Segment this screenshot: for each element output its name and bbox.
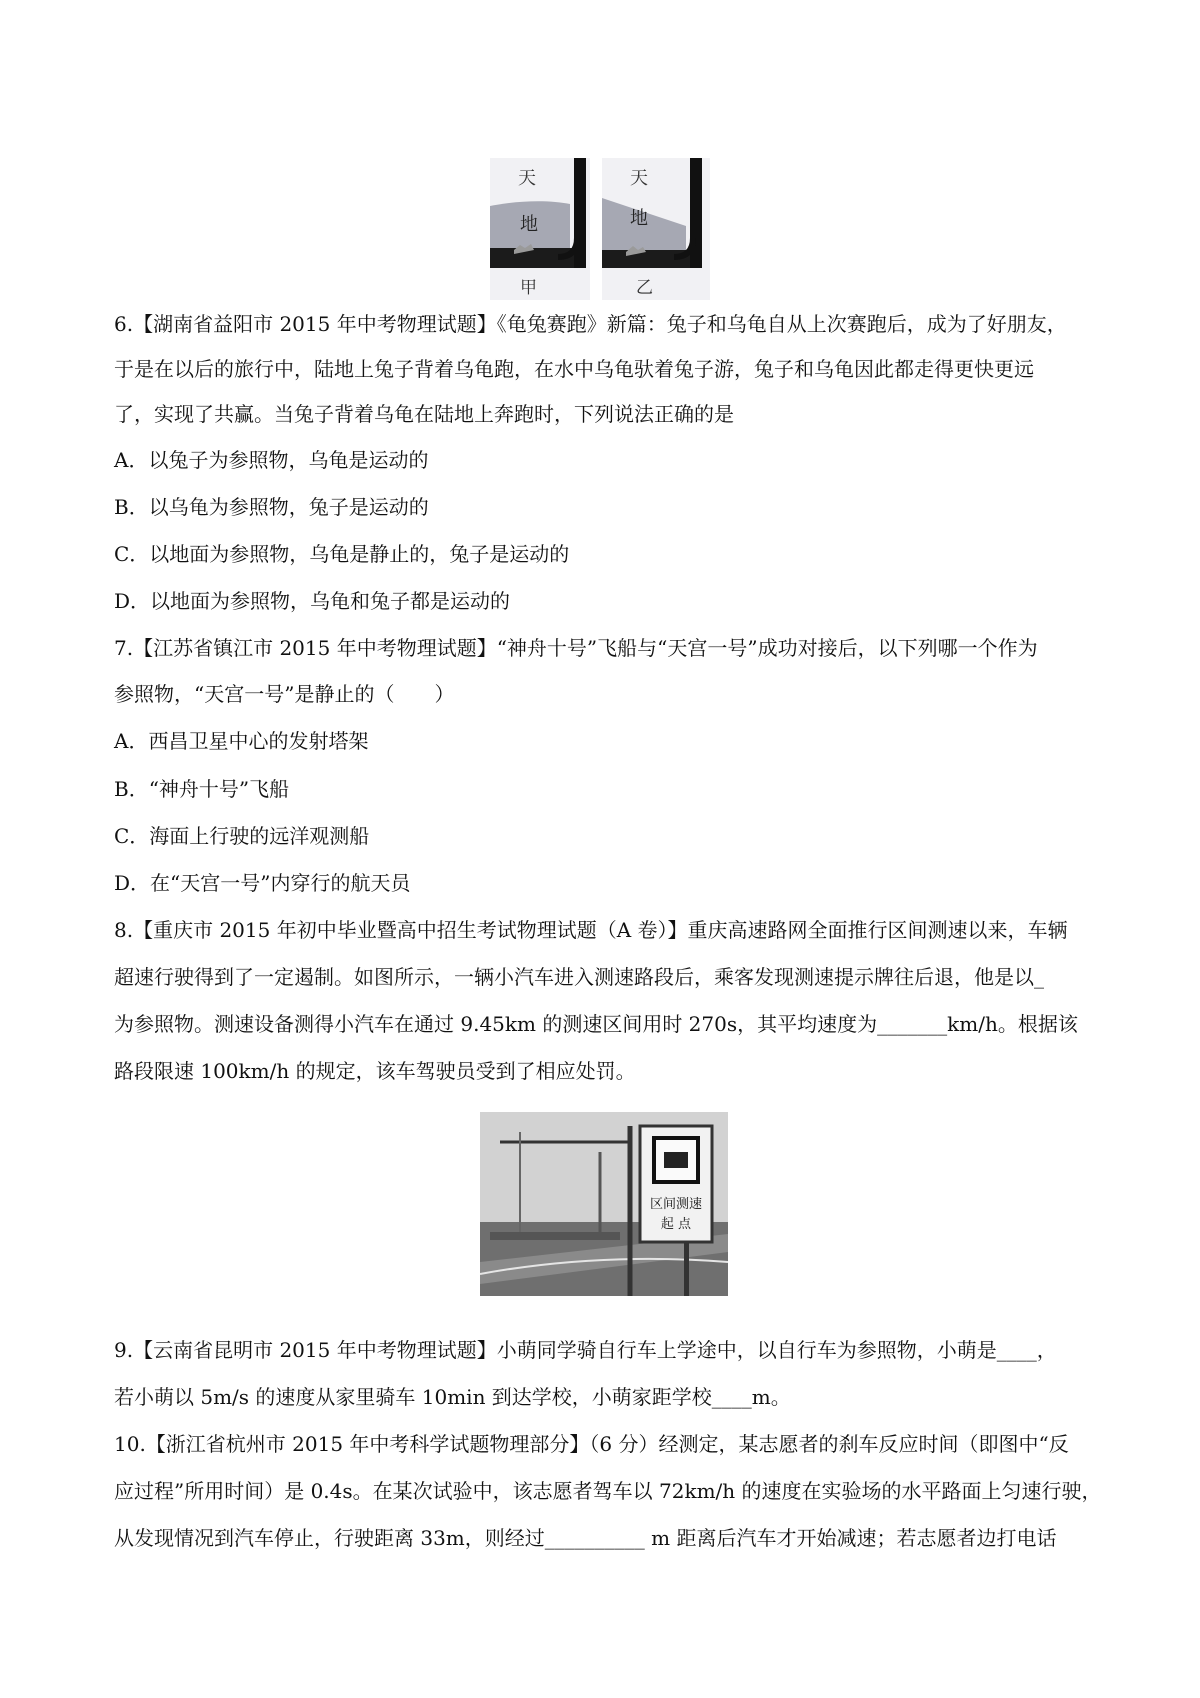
q10-stem-line-1: 10.【浙江省杭州市 2015 年中考科学试题物理部分】（6 分）经测定，某志愿者的刹车反应时间（即图中“反 <box>114 1432 1069 1456</box>
q9-stem-line-1: 9.【云南省昆明市 2015 年中考物理试题】小萌同学骑自行车上学途中，以自行车为参照物，小萌是____， <box>114 1338 1057 1362</box>
sign-text-line-2: 起 点 <box>660 1217 692 1232</box>
q10-stem-line-3: 从发现情况到汽车停止，行驶距离 33m，则经过__________ m 距离后汽车才开始减速；若志愿者边打电话 <box>114 1526 1057 1550</box>
q6-option-c: C．以地面为参照物，乌龟是静止的，兔子是运动的 <box>114 542 570 566</box>
panel-jia-caption: 甲 <box>520 278 537 298</box>
q10-stem-line-2: 应过程”所用时间）是 0.4s。在某次试验中，该志愿者驾车以 72km/h 的速度在实验场的水平路面上匀速行驶， <box>114 1479 1102 1503</box>
q8-stem-line-4: 路段限速 100km/h 的规定，该车驾驶员受到了相应处罚。 <box>114 1059 636 1083</box>
q6-stem-line-2: 于是在以后的旅行中，陆地上兔子背着乌龟跑，在水中乌龟驮着兔子游，兔子和乌龟因此都走得更快更远 <box>114 357 1034 381</box>
q6-stem-line-1: 6.【湖南省益阳市 2015 年中考物理试题】《龟兔赛跑》新篇：兔子和乌龟自从上次赛跑后，成为了好朋友， <box>114 312 1067 336</box>
q6-option-a: A．以兔子为参照物，乌龟是运动的 <box>114 448 429 472</box>
q7-stem-line-2: 参照物，“天宫一号”是静止的（ ） <box>114 682 455 706</box>
q6-option-d: D．以地面为参照物，乌龟和兔子都是运动的 <box>114 589 511 613</box>
panel-yi-caption: 乙 <box>636 278 653 298</box>
q8-stem-line-1: 8.【重庆市 2015 年初中毕业暨高中招生考试物理试题（A 卷）】重庆高速路网全面推行区间测速以来，车辆 <box>114 918 1068 942</box>
q8-stem-line-3: 为参照物。测速设备测得小汽车在通过 9.45km 的测速区间用时 270s，其平均速度为_______km/h。根据该 <box>114 1012 1078 1036</box>
q7-option-b: B．“神舟十号”飞船 <box>114 777 290 801</box>
panel-yi-sky-label: 天 <box>630 168 648 189</box>
q7-option-a: A．西昌卫星中心的发射塔架 <box>114 729 369 753</box>
q7-stem-line-1: 7.【江苏省镇江市 2015 年中考物理试题】“神舟十号”飞船与“天宫一号”成功对接后，以下列哪一个作为 <box>114 636 1038 660</box>
q6-option-b: B．以乌龟为参照物，兔子是运动的 <box>114 495 429 519</box>
panel-yi-ground-label: 地 <box>630 208 648 229</box>
q7-option-d: D．在“天宫一号”内穿行的航天员 <box>114 871 411 895</box>
panel-yi <box>602 158 710 300</box>
q9-stem-line-2: 若小萌以 5m/s 的速度从家里骑车 10min 到达学校，小萌家距学校____m。 <box>114 1385 791 1409</box>
q8-stem-line-2: 超速行驶得到了一定遏制。如图所示，一辆小汽车进入测速路段后，乘客发现测速提示牌往后退，他是以_ <box>114 965 1044 989</box>
sign-text-line-1: 区间测速 <box>649 1197 703 1212</box>
q6-stem-line-3: 了，实现了共赢。当兔子背着乌龟在陆地上奔跑时，下列说法正确的是 <box>114 402 734 426</box>
figure-highway-speed-sign-photo <box>480 1112 728 1296</box>
q7-option-c: C．海面上行驶的远洋观测船 <box>114 824 370 848</box>
panel-jia <box>490 158 590 300</box>
panel-jia-ground-label: 地 <box>520 214 538 235</box>
panel-jia-sky-label: 天 <box>518 168 536 189</box>
figure-sky-ground-panels <box>490 158 715 300</box>
